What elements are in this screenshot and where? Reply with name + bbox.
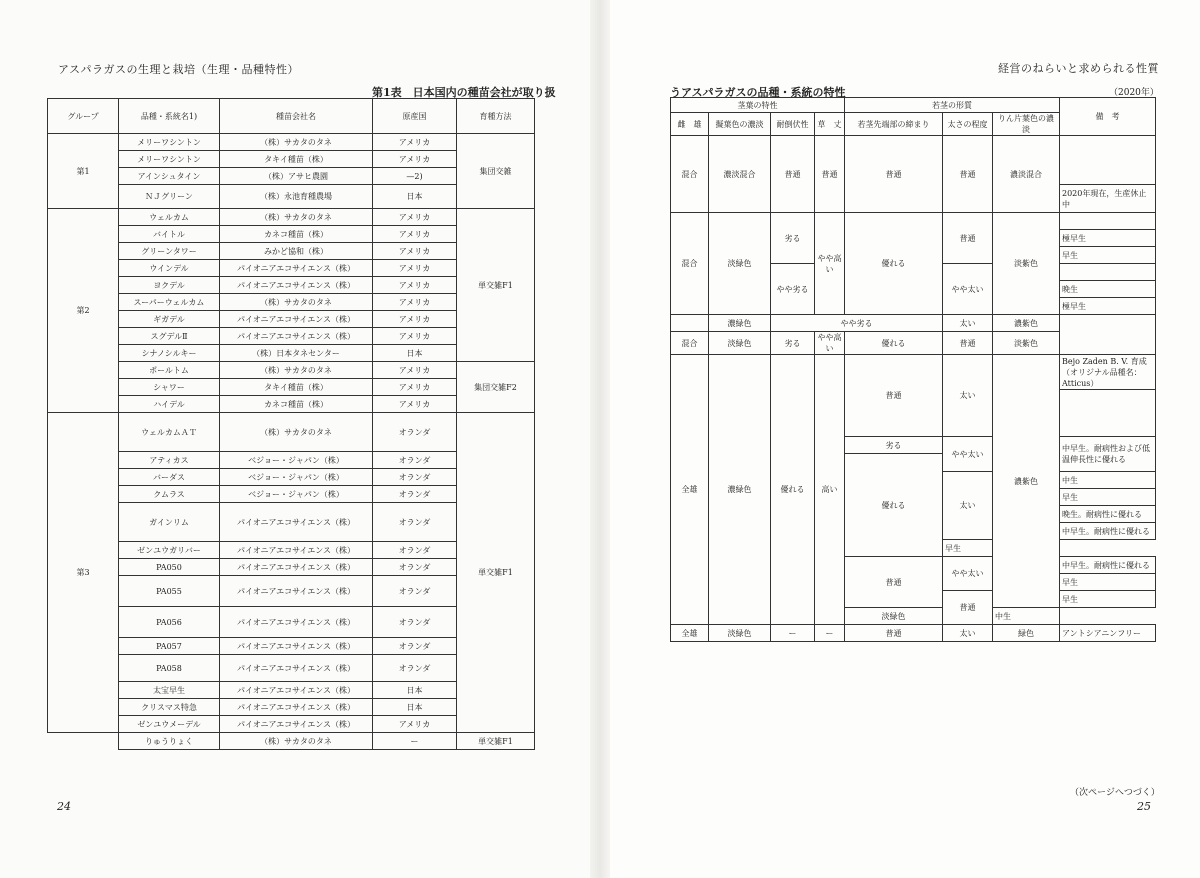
col-variety: 品種・系統名1) [119, 99, 220, 134]
variety-name: ウェルカムＡＴ [119, 413, 220, 452]
color-cell: 濃淡混合 [709, 136, 771, 213]
variety-name: スグデルⅡ [119, 328, 220, 345]
country-name: アメリカ [373, 151, 457, 168]
continued-note: （次ページへつづく） [1070, 788, 1160, 798]
company-name: パイオニアエコサイエンス（株） [220, 559, 373, 576]
note-cell: 早生 [943, 540, 993, 557]
color-cell: 濃緑色 [709, 315, 771, 332]
page-number-left: 24 [57, 800, 71, 813]
lodging-cell: 普通 [771, 136, 815, 213]
col-lodging: 耐倒伏性 [771, 113, 815, 136]
table-row [48, 209, 535, 226]
table-header-row [48, 99, 535, 134]
variety-name: バーダス [119, 469, 220, 486]
book-gutter [590, 0, 610, 878]
table-row [48, 362, 535, 379]
company-name: ベジョー・ジャパン（株） [220, 452, 373, 469]
note-cell: 早生 [1060, 247, 1156, 264]
variety-name: ヨクデル [119, 277, 220, 294]
company-name: ベジョー・ジャパン（株） [220, 469, 373, 486]
variety-name: アティカス [119, 452, 220, 469]
note-cell: アントシアニンフリー [1060, 625, 1156, 642]
company-name: タキイ種苗（株） [220, 151, 373, 168]
variety-name: ウェルカム [119, 209, 220, 226]
color-cell: 淡緑色 [709, 332, 771, 355]
thickness-cell: 太い [943, 315, 993, 332]
scale-color-cell: 淡紫色 [993, 332, 1060, 355]
company-name: パイオニアエコサイエンス（株） [220, 503, 373, 542]
tip-cell: 優れる [845, 213, 943, 315]
variety-name: スーパーウェルカム [119, 294, 220, 311]
method-cell: 単交雑F1 [457, 733, 535, 750]
table-row [48, 733, 535, 750]
running-head-right: 経営のねらいと求められる性質 [998, 62, 1159, 75]
country-name: 日本 [373, 345, 457, 362]
lodging-cell: やや劣る [771, 264, 815, 315]
country-name: アメリカ [373, 362, 457, 379]
country-name: オランダ [373, 655, 457, 682]
company-name: （株）サカタのタネ [220, 413, 373, 452]
thickness-cell: 太い [943, 625, 993, 642]
company-name: パイオニアエコサイエンス（株） [220, 607, 373, 638]
method-cell: 集団交雑F2 [457, 362, 535, 413]
variety-company-table [47, 98, 535, 750]
thickness-cell: やや太い [943, 437, 993, 472]
table-row [671, 625, 1156, 642]
note-cell: 極早生 [1060, 230, 1156, 247]
variety-name: PA058 [119, 655, 220, 682]
company-name: （株）アサヒ農園 [220, 168, 373, 185]
stem-traits-header: 茎葉の特性 [671, 98, 845, 113]
lodging-cell: 優れる [771, 355, 815, 625]
country-name: 日本 [373, 185, 457, 209]
table1-caption: 第1表 日本国内の種苗会社が取り扱 [372, 86, 556, 99]
country-name: アメリカ [373, 396, 457, 413]
running-head-left: アスパラガスの生理と栽培（生理・品種特性） [58, 63, 300, 76]
company-name: （株）サカタのタネ [220, 362, 373, 379]
country-name: オランダ [373, 638, 457, 655]
country-name: オランダ [373, 542, 457, 559]
height-cell: ー [815, 625, 845, 642]
company-name: （株）日本タネセンター [220, 345, 373, 362]
country-name: アメリカ [373, 311, 457, 328]
scale-color-cell: 淡緑色 [845, 608, 943, 625]
lodging-cell: ー [771, 625, 815, 642]
country-name: アメリカ [373, 379, 457, 396]
color-cell: 濃緑色 [709, 355, 771, 625]
country-name: アメリカ [373, 260, 457, 277]
note-cell: 2020年現在，生産休止中 [1060, 185, 1156, 213]
country-name: アメリカ [373, 226, 457, 243]
height-cell: やや高い [815, 332, 845, 355]
table-row [48, 134, 535, 151]
company-name: パイオニアエコサイエンス（株） [220, 655, 373, 682]
variety-name: PA050 [119, 559, 220, 576]
col-tip: 若茎先端部の締まり [845, 113, 943, 136]
country-name: オランダ [373, 503, 457, 542]
company-name: カネコ種苗（株） [220, 226, 373, 243]
company-name: （株）サカタのタネ [220, 733, 373, 750]
tip-cell: 優れる [845, 454, 943, 557]
thickness-cell: 普通 [943, 213, 993, 264]
group-cell: 第2 [48, 209, 119, 413]
company-name: パイオニアエコサイエンス（株） [220, 576, 373, 607]
variety-name: シャワー [119, 379, 220, 396]
company-name: （株）サカタのタネ [220, 134, 373, 151]
country-name: オランダ [373, 452, 457, 469]
variety-name: りゅうりょく [119, 733, 220, 750]
note-cell [1060, 136, 1156, 185]
company-name: みかど協和（株） [220, 243, 373, 260]
country-name: オランダ [373, 607, 457, 638]
table-row [48, 413, 535, 452]
company-name: パイオニアエコサイエンス（株） [220, 311, 373, 328]
thickness-cell: 普通 [943, 591, 993, 625]
company-name: ベジョー・ジャパン（株） [220, 486, 373, 503]
variety-name: ＮＪグリーン [119, 185, 220, 209]
sex-cell: 全雄 [671, 625, 709, 642]
scale-color-cell: 淡紫色 [993, 213, 1060, 315]
company-name: （株）サカタのタネ [220, 209, 373, 226]
company-name: パイオニアエコサイエンス（株） [220, 638, 373, 655]
note-cell: 中早生。耐病性に優れる [1060, 523, 1156, 540]
company-name: タキイ種苗（株） [220, 379, 373, 396]
group-cell: 第1 [48, 134, 119, 209]
country-name: 日本 [373, 682, 457, 699]
variety-name: ハイデル [119, 396, 220, 413]
variety-name: メリーワシントン [119, 151, 220, 168]
sex-cell: 混合 [671, 213, 709, 315]
sex-cell: 全雄 [671, 355, 709, 625]
country-name: アメリカ [373, 328, 457, 345]
variety-name: PA055 [119, 576, 220, 607]
variety-name: PA056 [119, 607, 220, 638]
tip-cell: 普通 [845, 557, 943, 608]
scale-color-cell: 緑色 [993, 625, 1060, 642]
sex-cell: 混合 [671, 136, 709, 213]
height-cell: やや高い [815, 213, 845, 315]
variety-name: シナノシルキー [119, 345, 220, 362]
tip-cell: 優れる [845, 332, 943, 355]
table-row [671, 315, 1156, 332]
note-cell: 晩生 [1060, 281, 1156, 298]
table-caption-right: うアスパラガスの品種・系統の特性 [670, 86, 846, 99]
variety-name: PA057 [119, 638, 220, 655]
scale-color-cell: 濃紫色 [993, 315, 1060, 332]
note-cell: 極早生 [1060, 298, 1156, 315]
empty-group-cell [48, 733, 119, 750]
tip-cell: 劣る [845, 437, 943, 454]
thickness-cell: 太い [943, 355, 993, 437]
variety-name: ポールトム [119, 362, 220, 379]
variety-name: バイトル [119, 226, 220, 243]
country-name: オランダ [373, 413, 457, 452]
country-name: —2) [373, 168, 457, 185]
thickness-cell: やや太い [943, 264, 993, 315]
table-header-row [671, 98, 1156, 113]
note-cell [1060, 390, 1156, 437]
lodging-cell: 劣る [771, 332, 815, 355]
method-cell: 集団交雑 [457, 134, 535, 209]
lodging-cell: 劣る [771, 213, 815, 264]
country-name: オランダ [373, 559, 457, 576]
sex-cell [671, 315, 709, 332]
variety-name: 太宝早生 [119, 682, 220, 699]
col-country: 原産国 [373, 99, 457, 134]
note-cell: 早生 [1060, 574, 1156, 591]
note-cell: 中早生。耐病性および低温伸長性に優れる [1060, 437, 1156, 472]
country-name: オランダ [373, 469, 457, 486]
country-name: アメリカ [373, 277, 457, 294]
company-name: パイオニアエコサイエンス（株） [220, 277, 373, 294]
country-name: アメリカ [373, 243, 457, 260]
height-cell: 普通 [815, 136, 845, 213]
variety-name: ウインデル [119, 260, 220, 277]
tip-cell: 普通 [845, 136, 943, 213]
col-height: 草 丈 [815, 113, 845, 136]
company-name: カネコ種苗（株） [220, 396, 373, 413]
country-name: ー [373, 733, 457, 750]
company-name: パイオニアエコサイエンス（株） [220, 699, 373, 716]
col-leaf-color: 擬葉色の濃淡 [709, 113, 771, 136]
country-name: アメリカ [373, 134, 457, 151]
variety-name: クリスマス特急 [119, 699, 220, 716]
company-name: パイオニアエコサイエンス（株） [220, 328, 373, 345]
note-cell: 中生 [993, 608, 1060, 625]
variety-name: ゼンユウメーデル [119, 716, 220, 733]
thickness-cell: 太い [943, 472, 993, 540]
country-name: アメリカ [373, 209, 457, 226]
variety-name: ゼンユウガリバー [119, 542, 220, 559]
group-cell: 第3 [48, 413, 119, 733]
note-cell: 中生 [1060, 472, 1156, 489]
page-number-right: 25 [1137, 800, 1151, 813]
company-name: パイオニアエコサイエンス（株） [220, 716, 373, 733]
color-cell: 淡緑色 [709, 625, 771, 642]
year-note: （2020年） [1109, 88, 1159, 98]
note-cell [1060, 315, 1156, 355]
company-name: パイオニアエコサイエンス（株） [220, 542, 373, 559]
country-name: アメリカ [373, 294, 457, 311]
tip-cell: 普通 [845, 355, 943, 437]
variety-name: クムラス [119, 486, 220, 503]
variety-name: ギガデル [119, 311, 220, 328]
company-name: （株）サカタのタネ [220, 294, 373, 311]
height-cell: 高い [815, 355, 845, 625]
col-company: 種苗会社名 [220, 99, 373, 134]
thickness-cell: やや太い [943, 557, 993, 591]
thickness-cell: 普通 [943, 136, 993, 213]
thickness-cell: 普通 [943, 332, 993, 355]
company-name: パイオニアエコサイエンス（株） [220, 260, 373, 277]
company-name: （株）永池育種農場 [220, 185, 373, 209]
note-cell [1060, 264, 1156, 281]
scale-color-cell: 濃淡混合 [993, 136, 1060, 213]
note-cell: 晩生。耐病性に優れる [1060, 506, 1156, 523]
note-cell: 早生 [1060, 489, 1156, 506]
sex-cell: 混合 [671, 332, 709, 355]
col-sex: 雌 雄 [671, 113, 709, 136]
company-name: パイオニアエコサイエンス（株） [220, 682, 373, 699]
scale-color-cell: 濃紫色 [993, 355, 1060, 608]
color-cell: 淡緑色 [709, 213, 771, 315]
method-cell: 単交雑F1 [457, 413, 535, 733]
variety-name: グリーンタワー [119, 243, 220, 260]
country-name: 日本 [373, 699, 457, 716]
note-cell: 中早生。耐病性に優れる [1060, 557, 1156, 574]
variety-name: アインシュタイン [119, 168, 220, 185]
col-thickness: 太さの程度 [943, 113, 993, 136]
spear-traits-header: 若茎の形質 [845, 98, 1060, 113]
variety-name: メリーワシントン [119, 134, 220, 151]
col-method: 育種方法 [457, 99, 535, 134]
variety-traits-table [670, 97, 1156, 642]
tip-cell: 普通 [845, 625, 943, 642]
col-group: グループ [48, 99, 119, 134]
notes-header: 備 考 [1060, 98, 1156, 136]
variety-name: ガインリム [119, 503, 220, 542]
note-cell [1060, 213, 1156, 230]
col-scale-color: りん片葉色の濃淡 [993, 113, 1060, 136]
country-name: アメリカ [373, 716, 457, 733]
note-cell: Bejo Zaden B. V. 育成（オリジナル品種名：Atticus） [1060, 355, 1156, 390]
tip-cell: やや劣る [771, 315, 943, 332]
country-name: オランダ [373, 576, 457, 607]
note-cell: 早生 [1060, 591, 1156, 608]
method-cell: 単交雑F1 [457, 209, 535, 362]
country-name: オランダ [373, 486, 457, 503]
